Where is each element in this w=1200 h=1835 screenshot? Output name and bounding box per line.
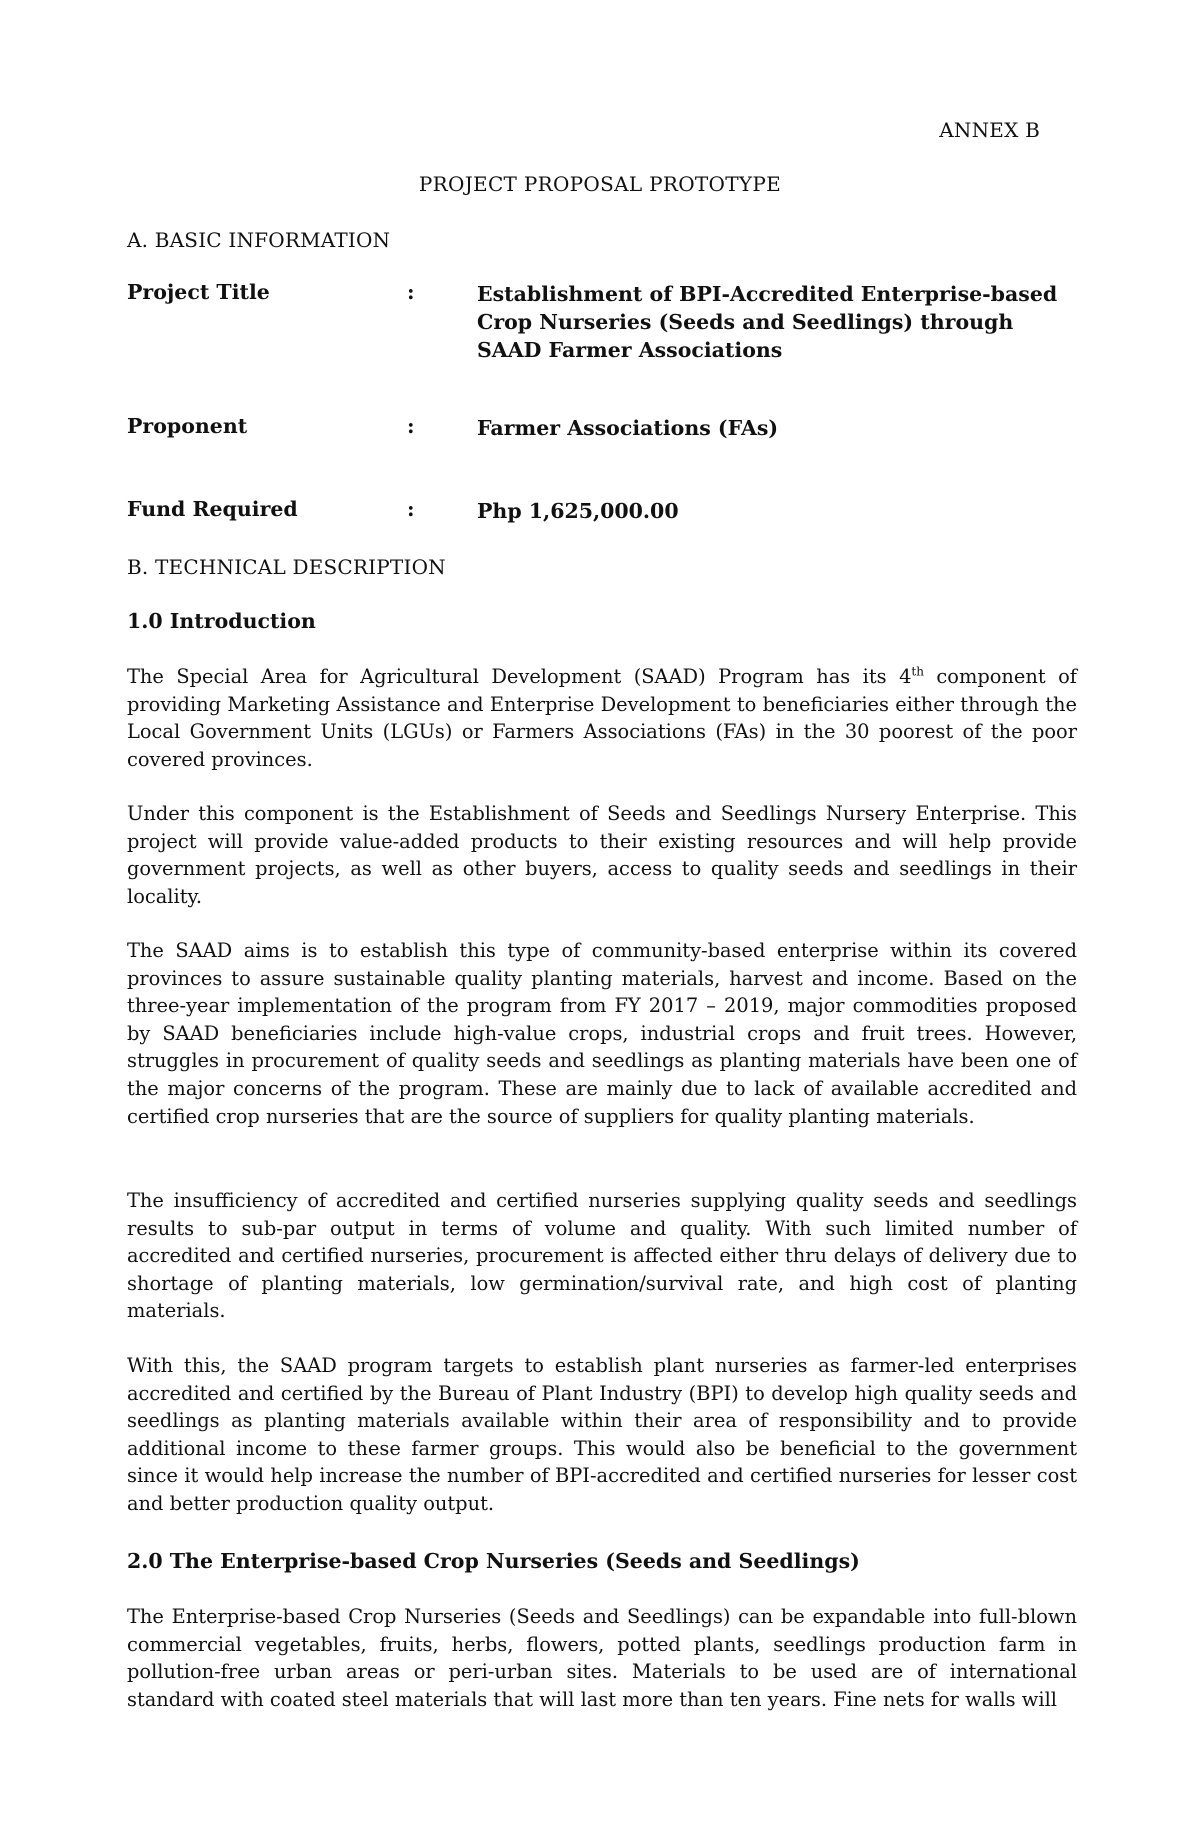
annex-label: ANNEX B <box>939 118 1040 142</box>
intro-paragraph-1 <box>127 663 1077 773</box>
intro-paragraph-4: The insufficiency of accredited and certified nurseries supplying quality seeds and seedlings results to sub-par output in terms of volume and quality. With such limited number of accredited and certified nurseries, procurement is affected either thru delays of delivery due to shortage of planting materials, low germination/survival rate, and high cost of planting materials. <box>127 1189 1077 1323</box>
enterprise-paragraph-1: The Enterprise-based Crop Nurseries (Seeds and Seedlings) can be expandable into full-blown commercial vegetables, fruits, herbs, flowers, potted plants, seedlings production farm in pollution-free urban areas or peri-urban sites. Materials to be used are of international standard with coated steel materials that will last more than ten years. Fine nets for walls will <box>127 1605 1077 1711</box>
info-colon: : <box>407 280 415 304</box>
intro-paragraph-5: With this, the SAAD program targets to establish plant nurseries as farmer-led enterprises accredited and certified by the Bureau of Plant Industry (BPI) to develop high quality seeds and seedlings as planting materials available within their area of responsibility and to provide additional income to these farmer groups. This would also be beneficial to the government since it would help increase the number of BPI-accredited and certified nurseries for lesser cost and better production quality output. <box>127 1354 1077 1515</box>
info-value: Farmer Associations (FAs) <box>477 416 779 440</box>
info-label: Fund Required <box>127 497 298 521</box>
intro-p1-text-a: The Special Area for Agricultural Development (SAAD) Program has its 4 <box>127 665 912 688</box>
intro-paragraph-2: Under this component is the Establishment of Seeds and Seedlings Nursery Enterprise. This project will provide value-added products to their existing resources and will help provide government projects, as well as other buyers, access to quality seeds and seedlings in their locality. <box>127 802 1077 908</box>
info-label: Proponent <box>127 414 248 438</box>
intro-p1-text-b: component of providing Marketing Assistance and Enterprise Development to beneficiaries either through the Local Government Units (LGUs) or Farmers Associations (FAs) in the 30 poorest of the poor covered provinces. <box>127 665 1077 771</box>
document-title: PROJECT PROPOSAL PROTOTYPE <box>418 172 782 196</box>
enterprise-heading: 2.0 The Enterprise-based Crop Nurseries (Seeds and Seedlings) <box>127 1549 860 1573</box>
info-colon: : <box>407 414 415 438</box>
section-a-heading: A. BASIC INFORMATION <box>127 228 391 252</box>
intro-p1-superscript: th <box>911 664 924 679</box>
intro-paragraph-3: The SAAD aims is to establish this type of community-based enterprise within its covered provinces to assure sustainable quality planting materials, harvest and income. Based on the three-year implementation of the program from FY 2017 – 2019, major commodities proposed by SAAD beneficiaries include high-value crops, industrial crops and fruit trees. However, struggles in procurement of quality seeds and seedlings as planting materials have been one of the major concerns of the program. These are mainly due to lack of available accredited and certified crop nurseries that are the source of suppliers for quality planting materials. <box>127 939 1077 1128</box>
info-value: Php 1,625,000.00 <box>477 499 679 523</box>
introduction-heading: 1.0 Introduction <box>127 609 316 633</box>
info-colon: : <box>407 497 415 521</box>
section-b-heading: B. TECHNICAL DESCRIPTION <box>127 555 446 579</box>
info-label: Project Title <box>127 280 270 304</box>
info-value: Establishment of BPI-Accredited Enterprise-based Crop Nurseries (Seeds and Seedlings) through SAAD Farmer Associations <box>477 282 1058 362</box>
